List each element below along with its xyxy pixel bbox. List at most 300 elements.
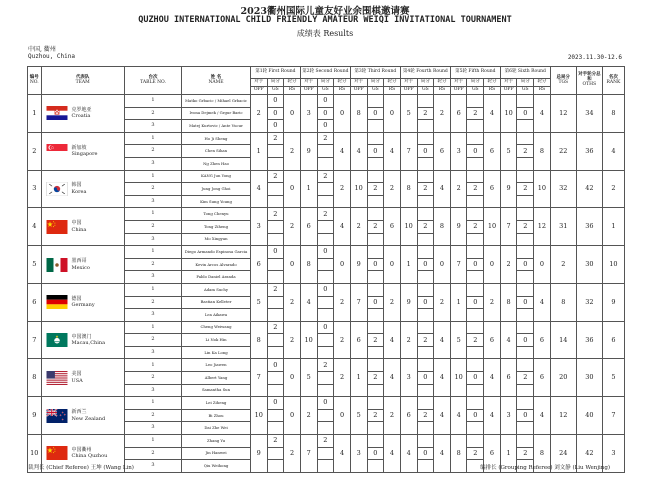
round-score-r6: 4 [534, 95, 551, 133]
opponent-r1: 2 [250, 95, 267, 133]
game-score-r3 [367, 132, 384, 145]
game-score-r3: 2 [367, 183, 384, 196]
round-score-r6: 4 [534, 397, 551, 435]
round-score-r5: 6 [484, 132, 501, 170]
team-name-cn: 新西兰 [71, 409, 87, 416]
header-opp-r5: 对手 [450, 79, 467, 87]
opponent-r5: 1 [450, 283, 467, 321]
opponent-r5: 8 [450, 435, 467, 473]
team-info [42, 144, 124, 158]
table-number: 2 [124, 409, 181, 422]
table-number: 3 [124, 157, 181, 170]
team-name-en: China [71, 226, 87, 233]
opponent-r5: 7 [450, 246, 467, 284]
round-score-r5: 2 [484, 283, 501, 321]
opponent-r6: 2 [500, 246, 517, 284]
game-score-r6 [517, 271, 534, 284]
team-name-cn: 墨西哥 [71, 258, 87, 265]
game-score-r6 [517, 132, 534, 145]
header-gs-r2: 局分 [317, 79, 334, 87]
round-score-r2: 2 [334, 283, 351, 321]
header-rs-en-r6: RS [534, 87, 551, 95]
game-score-r6 [517, 195, 534, 208]
game-score-r5 [467, 359, 484, 372]
table-number: 2 [124, 334, 181, 347]
team-number: 2 [28, 132, 42, 170]
title-chinese: 2023衢州国际儿童友好业余围棋邀请赛 [240, 6, 410, 17]
team-name [72, 220, 87, 233]
header-round-4: 第4轮 Fourth Round [400, 67, 450, 79]
round-score-r4: 4 [434, 435, 451, 473]
game-score-r1 [267, 309, 284, 322]
opponent-r5: 2 [450, 170, 467, 208]
total-game-score: 8 [550, 283, 576, 321]
game-score-r5 [467, 246, 484, 259]
game-score-r3 [367, 283, 384, 296]
round-score-r6: 0 [534, 246, 551, 284]
opponent-r1: 1 [250, 132, 267, 170]
game-score-r6 [517, 435, 534, 448]
team-name-cn: 韩国 [71, 182, 82, 189]
header-gs-r1: 局分 [267, 79, 284, 87]
game-score-r2 [317, 157, 334, 170]
game-score-r4 [417, 309, 434, 322]
game-score-r2 [317, 233, 334, 246]
round-score-r4: 4 [434, 359, 451, 397]
game-score-r1 [267, 258, 284, 271]
game-score-r4 [417, 170, 434, 183]
game-score-r6 [517, 321, 534, 334]
game-score-r3: 0 [367, 258, 384, 271]
player-name: Bastian Kelleter [182, 296, 251, 309]
total-game-score: 32 [550, 170, 576, 208]
game-score-r4: 0 [417, 372, 434, 385]
game-score-r3 [367, 309, 384, 322]
game-score-r4 [417, 359, 434, 372]
game-score-r4 [417, 132, 434, 145]
header-gs-en-r2: GS [317, 87, 334, 95]
team-info [42, 446, 124, 460]
round-score-r2: 0 [334, 246, 351, 284]
game-score-r4: 2 [417, 409, 434, 422]
game-score-r2 [317, 409, 334, 422]
round-score-r3: 0 [384, 95, 401, 133]
header-name: 姓 名 NAME [182, 67, 251, 95]
team-name-cn: 德国 [71, 295, 82, 302]
game-score-r2 [317, 183, 334, 196]
game-score-r6 [517, 170, 534, 183]
game-score-r6: 2 [517, 220, 534, 233]
header-no: 编号 NO. [28, 67, 42, 95]
opponent-r2: 1 [300, 170, 317, 208]
team-info [42, 409, 124, 423]
game-score-r5 [467, 321, 484, 334]
header-round-6: 第6轮 Sixth Round [500, 67, 550, 79]
round-score-r3: 2 [384, 283, 401, 321]
round-score-r3: 0 [384, 246, 401, 284]
header-round-1: 第1轮 First Round [250, 67, 300, 79]
game-score-r1 [267, 233, 284, 246]
team-rank: 9 [602, 283, 624, 321]
table-number: 2 [124, 183, 181, 196]
game-score-r4 [417, 246, 434, 259]
player-name: Qiu Weihong [182, 460, 251, 473]
player-name: Kim Sung Young [182, 195, 251, 208]
team-name-en: Macau,China [71, 340, 106, 347]
team-rank: 5 [602, 359, 624, 397]
game-score-r6: 2 [517, 145, 534, 158]
round-score-r3: 6 [384, 208, 401, 246]
team-number: 8 [28, 359, 42, 397]
game-score-r2: 0 [317, 246, 334, 259]
game-score-r1 [267, 346, 284, 359]
team-number: 4 [28, 208, 42, 246]
team-name-en: Korea [71, 188, 87, 195]
game-score-r1: 2 [267, 170, 284, 183]
team-rank: 4 [602, 132, 624, 170]
game-score-r5 [467, 271, 484, 284]
opponent-r5: 6 [450, 95, 467, 133]
game-score-r2 [317, 271, 334, 284]
game-score-r3 [367, 233, 384, 246]
player-name: KANG Jun Yong [182, 170, 251, 183]
opponents-score-sum: 32 [576, 283, 602, 321]
player-name: Ivona Dejmek / Grgur Baric [182, 107, 251, 120]
game-score-r4 [417, 95, 434, 108]
opponent-r1: 4 [250, 170, 267, 208]
game-score-r3: 2 [367, 334, 384, 347]
game-score-r2 [317, 296, 334, 309]
round-score-r2: 0 [334, 95, 351, 133]
team-rank: 2 [602, 170, 624, 208]
game-score-r1 [267, 145, 284, 158]
table-number: 1 [124, 321, 181, 334]
opponent-r6: 1 [500, 435, 517, 473]
game-score-r5: 2 [467, 334, 484, 347]
table-row [28, 397, 625, 410]
round-score-r1: 2 [284, 132, 301, 170]
game-score-r1 [267, 384, 284, 397]
game-score-r4: 0 [417, 447, 434, 460]
opponent-r3: 1 [350, 359, 367, 397]
game-score-r2 [317, 422, 334, 435]
table-number: 3 [124, 271, 181, 284]
table-number: 1 [124, 397, 181, 410]
round-score-r3: 4 [384, 435, 401, 473]
opponent-r1: 5 [250, 283, 267, 321]
team-cell [41, 95, 124, 133]
opponent-r6: 7 [500, 208, 517, 246]
game-score-r2: 2 [317, 170, 334, 183]
round-score-r6: 4 [534, 283, 551, 321]
header-opp-en-r2: OPP [300, 87, 317, 95]
player-name: Diego Armando Espinosa Garcia [182, 246, 251, 259]
round-score-r1: 2 [284, 435, 301, 473]
header-gs-en-r1: GS [267, 87, 284, 95]
player-name: Albert Yang [182, 372, 251, 385]
opponent-r4: 9 [400, 283, 417, 321]
team-name [72, 371, 83, 384]
game-score-r1: 0 [267, 120, 284, 133]
player-name: Lea Aikawa [182, 309, 251, 322]
game-score-r1 [267, 183, 284, 196]
game-score-r2: 0 [317, 283, 334, 296]
game-score-r3 [367, 359, 384, 372]
opponents-score-sum: 30 [576, 246, 602, 284]
korea-flag-icon [46, 182, 68, 196]
opponent-r4: 1 [400, 246, 417, 284]
header-round-3: 第3轮 Third Round [350, 67, 400, 79]
player-name: Zhang Yu [182, 435, 251, 448]
table-number: 3 [124, 346, 181, 359]
game-score-r5 [467, 233, 484, 246]
header-tgs: 总局分 TGS [550, 67, 576, 95]
team-name-en: China Quzhou [71, 453, 108, 460]
round-score-r2: 2 [334, 321, 351, 359]
round-score-r1: 0 [284, 170, 301, 208]
header-rank: 名次 RANK [602, 67, 624, 95]
game-score-r4 [417, 233, 434, 246]
opponent-r5: 9 [450, 208, 467, 246]
game-score-r2 [317, 195, 334, 208]
header-oths: 对手轮分总和 OTHS [576, 67, 602, 95]
opponent-r2: 2 [300, 397, 317, 435]
macau-flag-icon [46, 333, 68, 347]
game-score-r1: 0 [267, 107, 284, 120]
game-score-r4 [417, 271, 434, 284]
game-score-r6 [517, 309, 534, 322]
game-score-r2 [317, 372, 334, 385]
opponent-r5: 10 [450, 359, 467, 397]
round-score-r1: 0 [284, 359, 301, 397]
game-score-r5 [467, 170, 484, 183]
game-score-r5 [467, 283, 484, 296]
game-score-r5 [467, 346, 484, 359]
game-score-r4: 2 [417, 107, 434, 120]
game-score-r5 [467, 208, 484, 221]
round-score-r6: 8 [534, 132, 551, 170]
round-score-r2: 0 [334, 397, 351, 435]
game-score-r2: 2 [317, 132, 334, 145]
round-score-r5: 4 [484, 95, 501, 133]
team-name-en: Singapore [71, 151, 98, 158]
table-number: 2 [124, 296, 181, 309]
header-opp-r4: 对手 [400, 79, 417, 87]
game-score-r5: 2 [467, 183, 484, 196]
game-score-r3 [367, 195, 384, 208]
game-score-r1 [267, 460, 284, 473]
game-score-r2: 0 [317, 120, 334, 133]
game-score-r4 [417, 195, 434, 208]
team-rank: 7 [602, 397, 624, 435]
team-rank: 1 [602, 208, 624, 246]
total-game-score: 22 [550, 132, 576, 170]
player-name: Matej Kurtovic / Ante Vucur [182, 120, 251, 133]
table-number: 3 [124, 384, 181, 397]
game-score-r2: 2 [317, 208, 334, 221]
player-name: Li Nok Hin [182, 334, 251, 347]
opponent-r4: 6 [400, 397, 417, 435]
game-score-r3 [367, 435, 384, 448]
opponent-r1: 6 [250, 246, 267, 284]
header-gs-r4: 局分 [417, 79, 434, 87]
round-score-r3: 2 [384, 170, 401, 208]
game-score-r3: 0 [367, 145, 384, 158]
table-row [28, 283, 625, 296]
header-gs-r6: 局分 [517, 79, 534, 87]
team-rank: 6 [602, 321, 624, 359]
game-score-r5 [467, 397, 484, 410]
game-score-r3 [367, 208, 384, 221]
team-name-en: Croatia [71, 113, 91, 120]
game-score-r6 [517, 346, 534, 359]
results-table [27, 66, 625, 473]
round-score-r1: 0 [284, 95, 301, 133]
game-score-r1 [267, 271, 284, 284]
opponents-score-sum: 36 [576, 132, 602, 170]
header-rs-en-r3: RS [384, 87, 401, 95]
game-score-r3 [367, 422, 384, 435]
player-name: Adam Suchy [182, 283, 251, 296]
team-name-cn: 中国澳门 [71, 333, 92, 340]
table-number: 1 [124, 246, 181, 259]
game-score-r2 [317, 447, 334, 460]
game-score-r2 [317, 145, 334, 158]
game-score-r5: 0 [467, 409, 484, 422]
team-info [42, 333, 124, 347]
team-number: 10 [28, 435, 42, 473]
opponent-r3: 6 [350, 321, 367, 359]
opponent-r2: 4 [300, 283, 317, 321]
game-score-r3 [367, 384, 384, 397]
game-score-r4 [417, 384, 434, 397]
opponent-r3: 8 [350, 95, 367, 133]
header-opp-r2: 对手 [300, 79, 317, 87]
game-score-r5: 2 [467, 220, 484, 233]
team-rank: 3 [602, 435, 624, 473]
player-name: Tong Ziheng [182, 220, 251, 233]
opponent-r2: 9 [300, 132, 317, 170]
game-score-r5: 0 [467, 145, 484, 158]
round-score-r3: 4 [384, 321, 401, 359]
game-score-r6 [517, 233, 534, 246]
opponents-score-sum: 40 [576, 397, 602, 435]
game-score-r5 [467, 435, 484, 448]
game-score-r1 [267, 372, 284, 385]
opponent-r4: 8 [400, 170, 417, 208]
opponent-r1: 3 [250, 208, 267, 246]
table-row [28, 321, 625, 334]
round-score-r5: 10 [484, 208, 501, 246]
round-score-r5: 6 [484, 435, 501, 473]
header-opp-en-r3: OPP [350, 87, 367, 95]
game-score-r3 [367, 397, 384, 410]
opponent-r4: 10 [400, 208, 417, 246]
header-rs-r5: 轮分 [484, 79, 501, 87]
header-rs-en-r1: RS [284, 87, 301, 95]
opponent-r6: 10 [500, 95, 517, 133]
team-name [72, 182, 87, 195]
game-score-r4 [417, 208, 434, 221]
game-score-r6: 2 [517, 183, 534, 196]
game-score-r3 [367, 271, 384, 284]
team-name [72, 296, 95, 309]
game-score-r2: 2 [317, 359, 334, 372]
team-number: 5 [28, 246, 42, 284]
game-score-r5: 0 [467, 258, 484, 271]
table-row [28, 95, 625, 108]
header-gs-en-r4: GS [417, 87, 434, 95]
game-score-r1: 0 [267, 246, 284, 259]
team-name-en: Mexico [71, 264, 90, 271]
round-score-r3: 4 [384, 359, 401, 397]
opponent-r6: 5 [500, 132, 517, 170]
opponents-score-sum: 42 [576, 435, 602, 473]
opponent-r1: 9 [250, 435, 267, 473]
team-info [42, 295, 124, 309]
total-game-score: 24 [550, 435, 576, 473]
table-number: 3 [124, 233, 181, 246]
table-number: 3 [124, 120, 181, 133]
team-cell [41, 283, 124, 321]
team-name-cn: 克罗地亚 [71, 106, 92, 113]
opponents-score-sum: 30 [576, 359, 602, 397]
team-info [42, 258, 124, 272]
round-score-r5: 6 [484, 321, 501, 359]
team-number: 9 [28, 397, 42, 435]
team-name [72, 334, 106, 347]
round-score-r2: 4 [334, 435, 351, 473]
game-score-r1: 0 [267, 95, 284, 108]
game-score-r3: 2 [367, 220, 384, 233]
player-name: Tong Chenyu [182, 208, 251, 221]
player-name: Samantha Sun [182, 384, 251, 397]
header-rs-r2: 轮分 [334, 79, 351, 87]
opponents-score-sum: 36 [576, 208, 602, 246]
header-rs-en-r2: RS [334, 87, 351, 95]
header-rs-r3: 轮分 [384, 79, 401, 87]
game-score-r4: 0 [417, 258, 434, 271]
header-rs-r1: 轮分 [284, 79, 301, 87]
player-name: Matko Grbacic / Mihael Grbacic [182, 95, 251, 108]
game-score-r3: 0 [367, 107, 384, 120]
total-game-score: 14 [550, 321, 576, 359]
opponent-r4: 4 [400, 435, 417, 473]
game-score-r3: 2 [367, 409, 384, 422]
germany-flag-icon [46, 295, 68, 309]
croatia-flag-icon [46, 106, 68, 120]
header-rs-r4: 轮分 [434, 79, 451, 87]
game-score-r6: 0 [517, 334, 534, 347]
game-score-r5: 0 [467, 372, 484, 385]
game-score-r4 [417, 120, 434, 133]
round-score-r4: 4 [434, 170, 451, 208]
game-score-r1 [267, 195, 284, 208]
round-score-r4: 6 [434, 132, 451, 170]
round-score-r2: 2 [334, 170, 351, 208]
table-number: 3 [124, 422, 181, 435]
game-score-r3: 0 [367, 447, 384, 460]
player-name: Kevin Arcos Alvarado [182, 258, 251, 271]
opponent-r1: 8 [250, 321, 267, 359]
table-number: 1 [124, 132, 181, 145]
round-score-r4: 2 [434, 95, 451, 133]
team-cell [41, 321, 124, 359]
results-subtitle: 成绩表 Results [296, 29, 354, 38]
game-score-r2 [317, 460, 334, 473]
table-row [28, 435, 625, 448]
opponent-r1: 7 [250, 359, 267, 397]
